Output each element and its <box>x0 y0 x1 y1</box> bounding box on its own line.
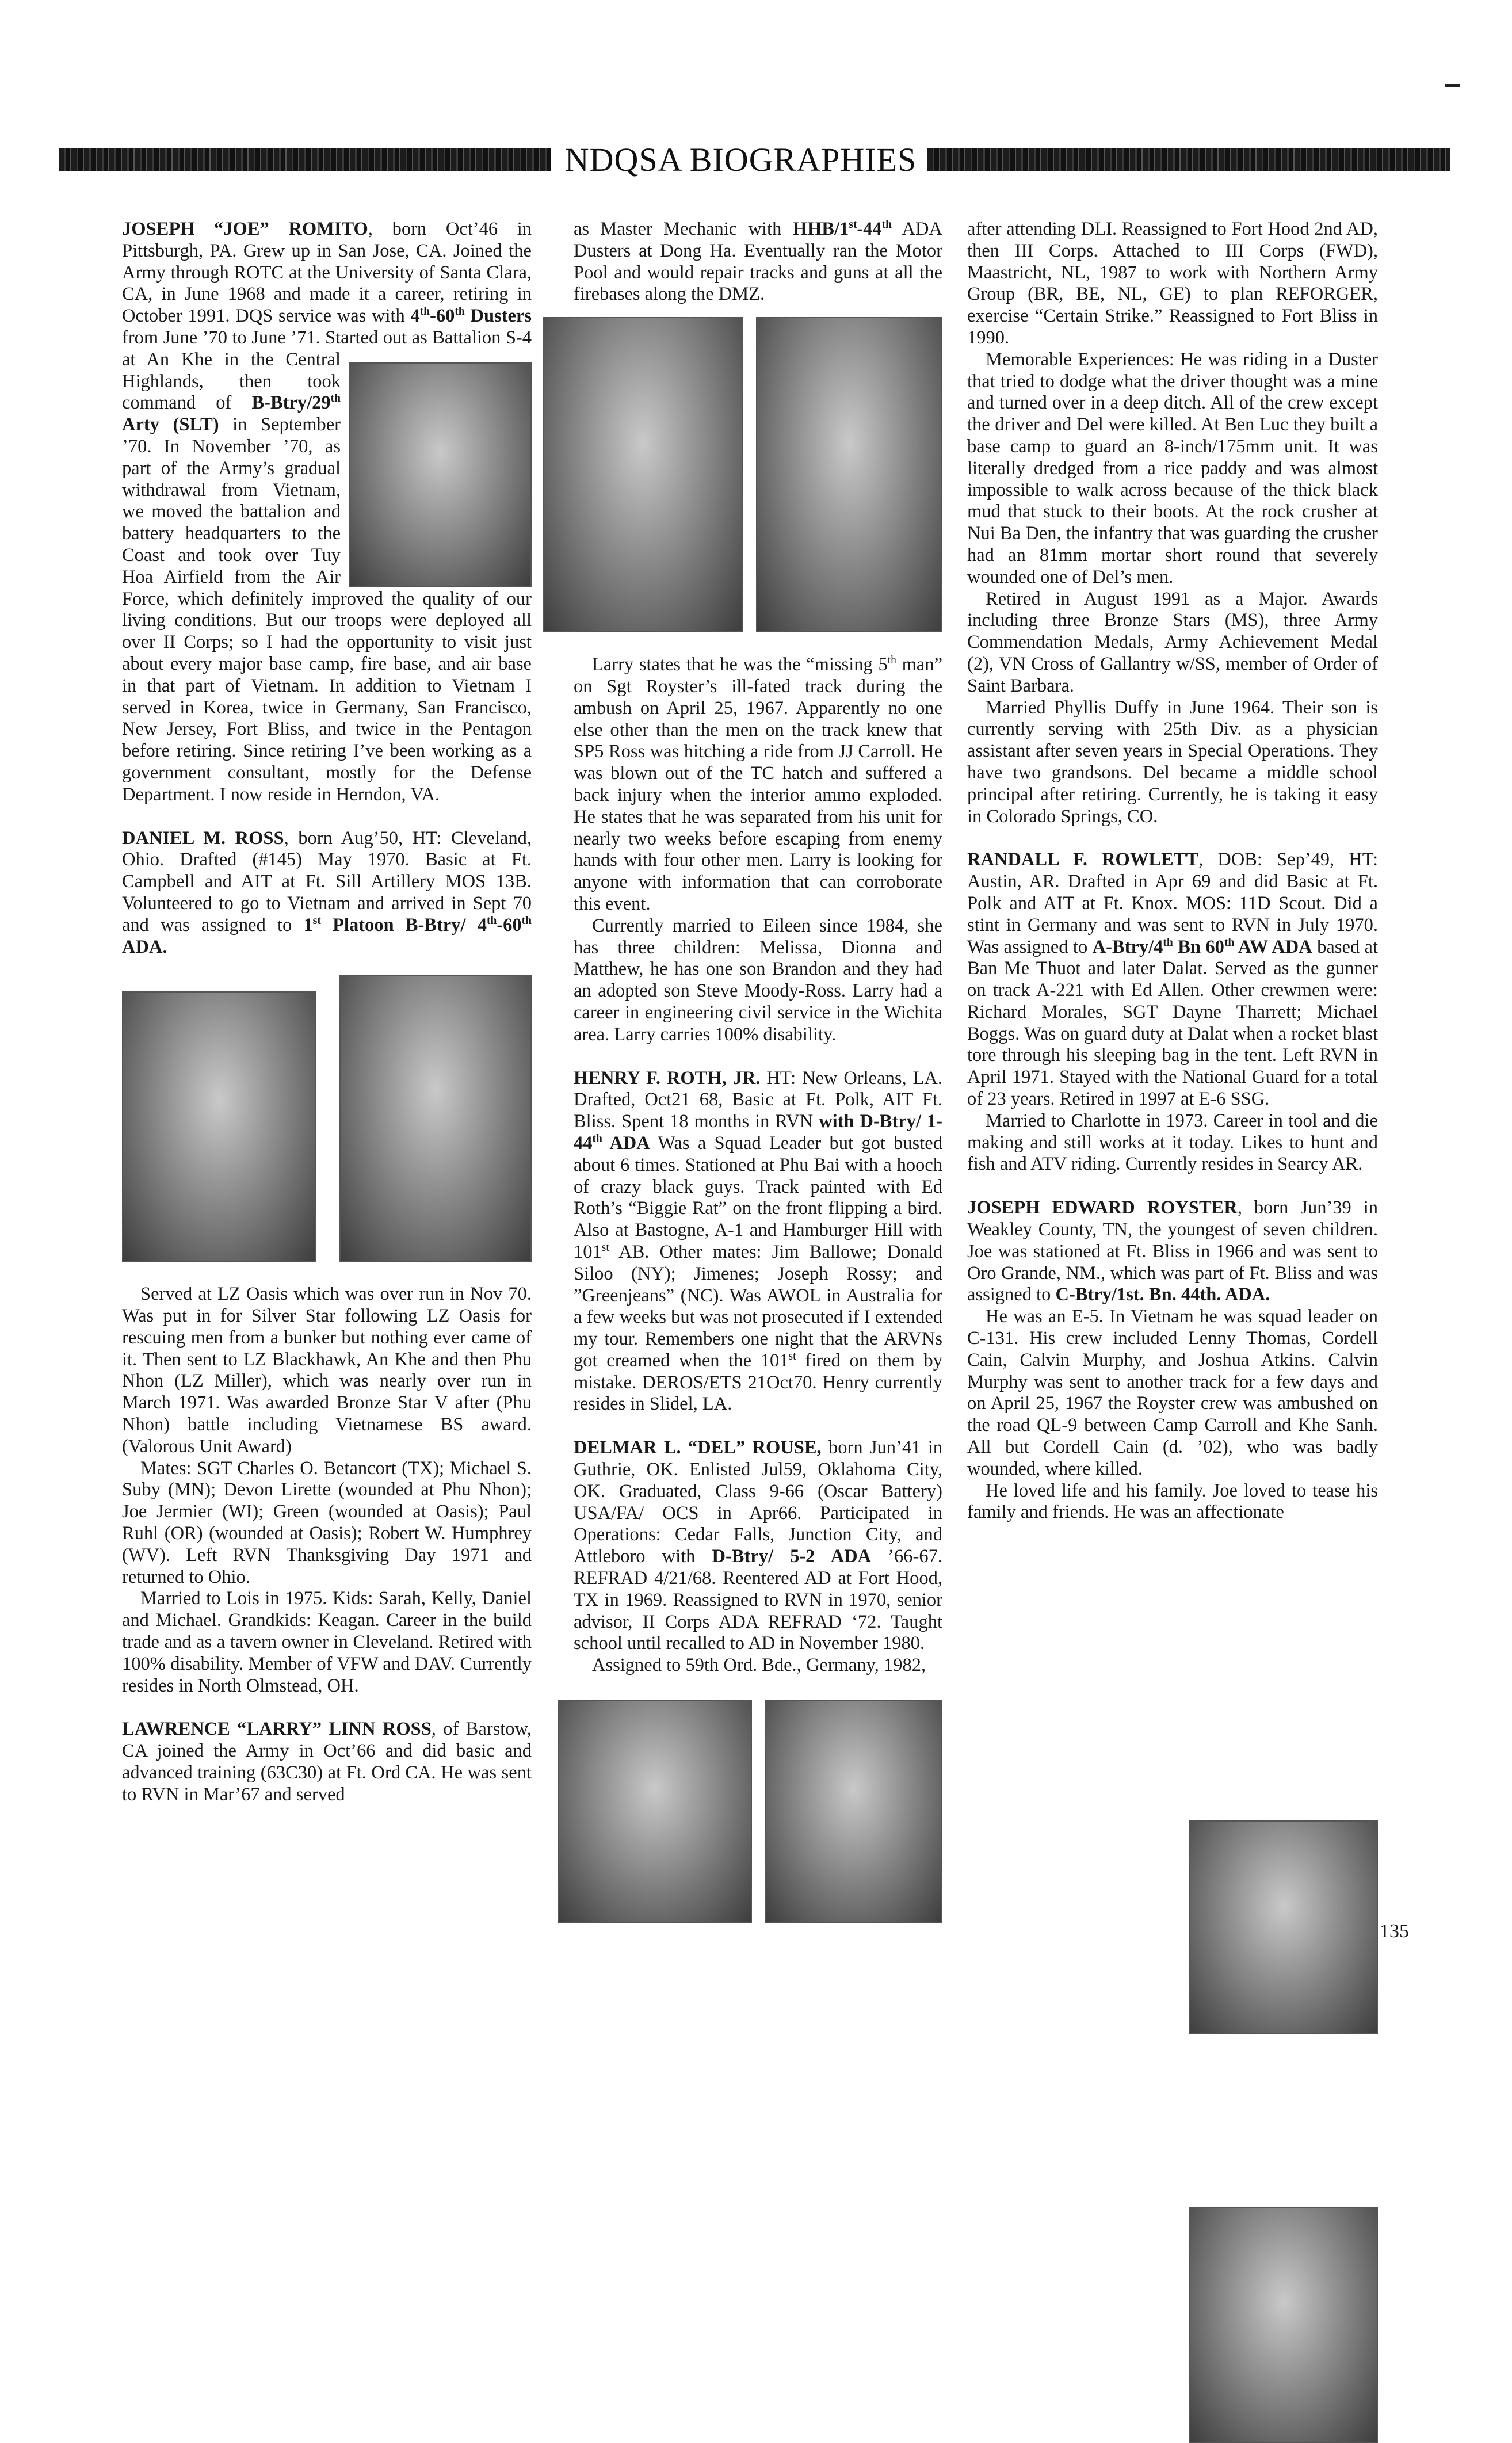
text-run: born Jun’41 in Guthrie, OK. Enlisted Jul59, Oklahoma City, OK. Graduated, Class 9-66 (Oscar Battery) USA/FA/ OCS in Apr66. Participated in Operations: Cedar Falls, Junction City, and Attleboro with <box>574 1437 942 1567</box>
photos-lawrence-ross <box>543 317 942 632</box>
bio-delmar-rouse <box>574 1437 942 1655</box>
photo-joseph-royster <box>1189 2207 1378 2443</box>
text-run: Married to Charlotte in 1973. Career in tool and die making and still works at it today. Likes to hunt and fish and ATV riding. Currently resides in Searcy AR. <box>967 1110 1378 1175</box>
bold-text-run: C-Btry/1st. Bn. 44th. ADA. <box>1055 1284 1270 1306</box>
header-bar-right <box>927 148 1450 171</box>
page-title: NDQSA BIOGRAPHIES <box>564 141 917 178</box>
text-run: Was a Squad Leader but got busted about 6 times. Stationed at Phu Bai with a hooch of crazy black guys. Track painted with Ed Roth’s “Biggie Rat” on the front flipping a bird. Also at Bastogne, A-1 and Hamburger Hill with 101 <box>574 1132 942 1262</box>
superscript: st <box>849 219 857 231</box>
bold-text-run: Dusters <box>464 306 532 327</box>
bio-daniel-ross-mates <box>122 1458 532 1589</box>
bio-delmar-rouse-cont <box>574 1655 942 1677</box>
bold-text-run: Arty (SLT) <box>122 414 219 436</box>
text-run: in September ’70. In November ’70, as part of the Army’s gradual withdrawal from Vietnam, we moved the battalion and battery headquarters to the Coast and took over Tuy Hoa Airfield from the Air Force, which definitely improved the quality of our living conditions. But our troops were deployed all over II Corps; so I had the opportunity to visit just about every major base camp, fire base, and air base in that part of Vietnam. In addition to Vietnam I served in Korea, twice in Germany, San Francisco, New Jersey, Fort Bliss, and twice in the Pentagon before retiring. Since retiring I’ve been working as a government consultant, mostly for the Defense Department. I now reside in Herndon, VA. <box>122 414 532 805</box>
column-3 <box>967 219 1378 2443</box>
photo-lawrence-ross-young <box>543 317 743 632</box>
bold-text-run: -60 <box>497 914 522 936</box>
bio-joseph-royster-family <box>967 1480 1378 1524</box>
photo-randall-rowlett <box>1189 1820 1378 2034</box>
text-run: fired on them by mistake. DEROS/ETS 21Oct70. Henry currently resides in Slidel, LA. <box>574 1350 942 1415</box>
superscript: th <box>486 914 497 927</box>
bold-text-run: -60 <box>430 306 455 327</box>
text-run: , born Jun’39 in Weakley County, TN, the youngest of seven children. Joe was stationed at Ft. Bliss in 1966 and was sent to Oro Grande, NM., which was part of Ft. Bliss and was assigned to <box>967 1197 1378 1306</box>
text-run: Mates: SGT Charles O. Betancort (TX); Michael S. Suby (MN); Devon Lirette (wounded at Phu Nhon); Joe Jermier (WI); Green (wounded at Oasis); Paul Ruhl (OR) (wounded at Oasis); Robert W. Humphrey (WV). Left RVN Thanksgiving Day 1971 and returned to Ohio. <box>122 1457 532 1587</box>
bio-rouse-family <box>967 697 1378 828</box>
superscript: th <box>330 392 341 405</box>
superscript: st <box>788 1350 796 1363</box>
bold-text-run: ADA <box>602 1132 650 1154</box>
bio-daniel-ross-service <box>122 1284 532 1457</box>
corner-mark <box>1445 84 1460 87</box>
bold-text-run: ADA. <box>122 936 167 957</box>
text-run: man” on Sgt Royster’s ill-fated track during the ambush on April 25, 1967. Apparently no one else other than the men on the track knew that SP5 Ross was hitching a ride from JJ Carroll. He was blown out of the TC hatch and suffered a back injury when the interior ammo exploded. He states that he was separated from his unit for nearly two weeks before escaping from enemy hands with four other men. Larry is looking for anyone with information that can corroborate this event. <box>574 654 943 914</box>
bio-joseph-royster <box>967 1197 1378 1306</box>
bio-joseph-royster-vietnam <box>967 1306 1378 1480</box>
bio-henry-roth <box>574 1068 942 1416</box>
bold-text-run: JOSEPH EDWARD ROYSTER <box>967 1197 1238 1219</box>
bold-text-run: Platoon B-Btry/ 4 <box>320 914 487 936</box>
text-run: Larry states that he was the “missing 5 <box>592 654 888 675</box>
bold-text-run: 4 <box>410 306 420 327</box>
text-run: Married to Lois in 1975. Kids: Sarah, Kelly, Daniel and Michael. Grandkids: Keagan. Career in the build trade and as a tavern owner in Cleveland. Retired with 100% disability. Member of VFW and DAV. Currently resides in North Olmstead, OH. <box>122 1588 532 1696</box>
bio-lawrence-ross-family <box>574 915 942 1046</box>
text-run: based at Ban Me Thuot and later Dalat. Served as the gunner on track A-221 with Ed Allen. Other crewmen were: Richard Morales, SGT Dayne Tharrett; Michael Boggs. Was on guard duty at Dalat when a rocket blast tore through his sleeping bag in the tent. Left RVN in April 1971. Stayed with the National Guard for a total of 23 years. Retired in 1997 at E-6 SSG. <box>967 936 1379 1110</box>
text-run: HT: New Orleans, LA. Drafted, Oct21 68, Basic at Ft. Polk, AIT Ft. Bliss. Spent 18 months in RVN <box>574 1067 942 1132</box>
superscript: th <box>887 654 896 667</box>
bio-randall-rowlett <box>967 849 1378 1110</box>
superscript: st <box>312 914 321 927</box>
text-run: after attending DLI. Reassigned to Fort Hood 2nd AD, then III Corps. Attached to III Corps (FWD), Maastricht, NL, 1987 to work with Northern Army Group (BR, BE, NL, GE) to plan REFORGER, exercise “Certain Strike.” Reassigned to Fort Bliss in 1990. <box>967 219 1378 348</box>
text-run: Married Phyllis Duffy in June 1964. Their son is currently serving with 25th Div. as a physician assistant after seven years in Special Operations. They have two grandsons. Del became a middle school principal after retiring. Currently, he is taking it easy in Colorado Springs, CO. <box>967 697 1378 827</box>
text-run: He was an E-5. In Vietnam he was squad leader on C-131. His crew included Lenny Thomas, Cordell Cain, Calvin Murphy, and Joshua Atkins. Calvin Murphy was sent to another track for a few days and on April 25, 1967 the Royster crew was ambushed on the road QL-9 between Camp Carroll and Khe Sanh. All but Cordell Cain (d. ’02), who was badly wounded, where killed. <box>967 1306 1378 1479</box>
text-run: He loved life and his family. Joe loved to tease his family and friends. He was an affectionate <box>967 1480 1378 1523</box>
bold-text-run: -44 <box>857 219 882 239</box>
bio-rouse-awards <box>967 589 1378 697</box>
bold-text-run: B-Btry/29 <box>251 392 331 414</box>
text-run: Retired in August 1991 as a Major. Awards including three Bronze Stars (MS), three Army Commendation Medals, Army Achievement Medal (2), VN Cross of Gallantry w/SS, member of Order of Saint Barbara. <box>967 588 1378 696</box>
bold-text-run: with D-Btry/ 1-44 <box>574 1111 942 1154</box>
bio-rouse-experiences <box>967 349 1378 589</box>
text-run: , born Aug’50, HT: Cleveland, Ohio. Drafted (#145) May 1970. Basic at Ft. Campbell and AIT at Ft. Sill Artillery MOS 13B. Volunteered to go to Vietnam and arrived in Sept 70 and was assigned to <box>122 827 532 936</box>
bold-text-run: HENRY F. ROTH, JR. <box>574 1067 761 1089</box>
bold-text-run: A-Btry/4 <box>1092 936 1163 957</box>
text-run: Memorable Experiences: He was riding in a Duster that tried to dodge what the driver thought was a mine and turned over in a deep ditch. All of the crew except the driver and Del were killed. At Ben Luc they built a base camp to guard an 8-inch/175mm unit. It was literally dredged from a rice paddy and was almost impossible to walk across because of the thick black mud that stuck to their boots. At the rock crusher at Nui Ba Den, the infantry that was guarding the crusher had an 81mm mortar short round that severely wounded one of Del’s men. <box>967 349 1378 587</box>
text-run: as Master Mechanic with <box>574 219 793 239</box>
superscript: th <box>1163 936 1173 949</box>
bold-text-run: JOSEPH “JOE” ROMITO <box>122 219 368 239</box>
text-run: Assigned to 59th Ord. Bde., Germany, 1982, <box>592 1655 926 1676</box>
bold-text-run: DELMAR L. “DEL” ROUSE, <box>574 1437 822 1459</box>
superscript: th <box>521 914 532 927</box>
page-number: 135 <box>1380 1921 1409 1942</box>
text-run: from June ’70 to June ’71. Started out as Battalion S-4 at An Khe in the Central Highlands, then took command of <box>122 327 532 414</box>
bold-text-run: 1 <box>303 914 313 936</box>
superscript: th <box>419 306 430 318</box>
header-bar-left <box>59 148 551 171</box>
column-1 <box>122 219 532 1806</box>
bio-lawrence-ross-cont <box>574 219 942 306</box>
bio-lawrence-ross <box>122 1719 532 1805</box>
bio-daniel-ross-family <box>122 1588 532 1697</box>
photo-daniel-ross-recent <box>339 975 532 1262</box>
column-2 <box>574 219 942 1945</box>
bio-daniel-ross <box>122 828 532 959</box>
bio-lawrence-ross-story <box>574 654 942 915</box>
text-run: , of Barstow, CA joined the Army in Oct’66 and did basic and advanced training (63C30) at Ft. Ord CA. He was sent to RVN in Mar’67 and served <box>122 1719 532 1805</box>
superscript: th <box>881 219 892 231</box>
photo-lawrence-ross-recent <box>756 317 942 632</box>
bold-text-run: LAWRENCE “LARRY” LINN ROSS <box>122 1719 432 1740</box>
text-run: , born Oct’46 in Pittsburgh, PA. Grew up in San Jose, CA. Joined the Army through ROTC at the University of Santa Clara, CA, in June 1968 and made it a career, retiring in October 1991. DQS service was with <box>122 219 532 327</box>
text-run: AB. Other mates: Jim Ballowe; Donald Siloo (NY); Jimenes; Joseph Rossy; and ”Greenjeans” (NC). Was AWOL in Australia for a few weeks but was not prosecuted if I extended my tour. Remembers one night that the ARVNs got creamed when the 101 <box>574 1241 942 1371</box>
photo-daniel-ross-young <box>122 991 316 1262</box>
photo-delmar-rouse-young <box>558 1700 752 1923</box>
superscript: st <box>601 1242 609 1254</box>
superscript: th <box>592 1133 602 1146</box>
bold-text-run: RANDALL F. ROWLETT <box>967 849 1199 871</box>
superscript: th <box>455 306 465 318</box>
photo-joseph-romito <box>349 362 532 587</box>
superscript: th <box>1224 936 1235 949</box>
photos-daniel-ross <box>122 975 532 1262</box>
bio-rouse-cont <box>967 219 1378 349</box>
bold-text-run: HHB/1 <box>792 219 849 239</box>
text-run: ’66-67. REFRAD 4/21/68. Reentered AD at Fort Hood, TX in 1969. Reassigned to RVN in 1970, senior advisor, II Corps ADA REFRAD ‘72. Taught school until recalled to AD in November 1980. <box>574 1546 942 1654</box>
bold-text-run: Bn 60 <box>1173 936 1224 957</box>
photo-delmar-rouse-recent <box>765 1700 942 1923</box>
text-run: , DOB: Sep’49, HT: Austin, AR. Drafted in Apr 69 and did Basic at Ft. Polk and AIT at Ft. Knox. MOS: 11D Scout. Did a stint in Germany and was sent to RVN in July 1970. Was assigned to <box>967 849 1378 957</box>
bold-text-run: D-Btry/ 5-2 ADA <box>712 1546 872 1567</box>
bold-text-run: AW ADA <box>1234 936 1312 957</box>
bold-text-run: DANIEL M. ROSS <box>122 827 284 849</box>
text-run: Served at LZ Oasis which was over run in Nov 70. Was put in for Silver Star following LZ Oasis for rescuing men from a bunker but nothing ever came of it. Then sent to LZ Blackhawk, An Khe and then Phu Nhon (LZ Miller), which was nearly over run in March 1971. Was awarded Bronze Star V after (Phu Nhon) battle including Vietnamese BS award. (Valorous Unit Award) <box>122 1284 532 1457</box>
photos-delmar-rouse <box>558 1700 942 1923</box>
text-run: ADA Dusters at Dong Ha. Eventually ran the Motor Pool and would repair tracks and guns at all the firebases along the DMZ. <box>574 219 942 305</box>
bio-randall-rowlett-family <box>967 1110 1378 1175</box>
text-run: Currently married to Eileen since 1984, she has three children: Melissa, Dionna and Matthew, he has one son Brandon and they had an adopted son Steve Moody-Ross. Larry had a career in engineering civil service in the Wichita area. Larry carries 100% disability. <box>574 915 942 1045</box>
